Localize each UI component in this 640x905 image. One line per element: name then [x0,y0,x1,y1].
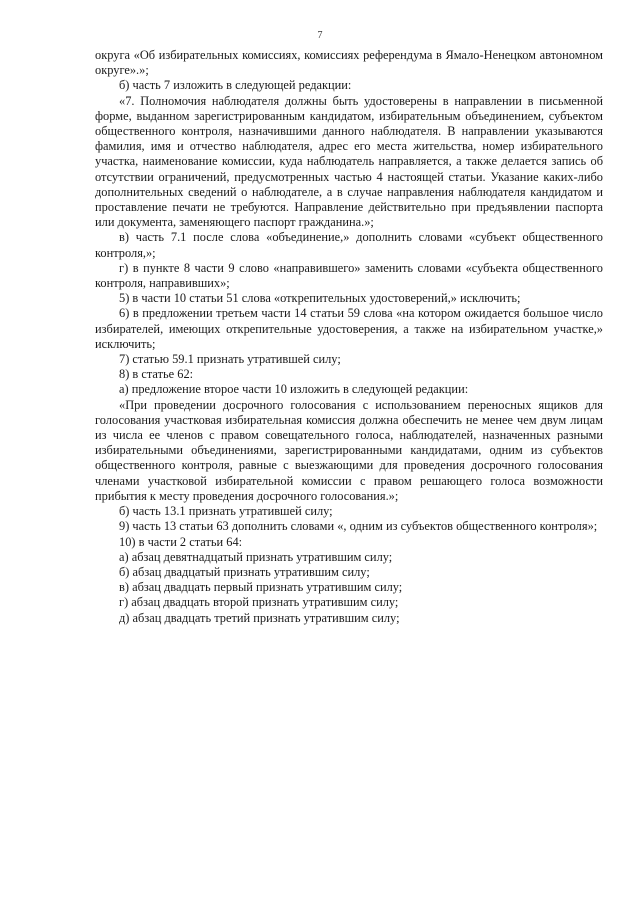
document-paragraph: а) предложение второе части 10 изложить в следующей редакции: [119,382,469,397]
document-paragraph: 5) в части 10 статьи 51 слова «открепительных удостоверений,» исключить; [119,291,521,306]
document-paragraph: 6) в предложении третьем части 14 статьи 59 слова «на котором ожидается большое число избирателей, имеющих открепительные удостоверения, а также на избирательном участке,» исключить; [95,306,603,351]
document-paragraph: б) часть 13.1 признать утратившей силу; [119,504,333,519]
document-body [95,48,603,626]
document-paragraph: б) абзац двадцатый признать утратившим силу; [119,564,370,579]
document-paragraph: в) абзац двадцать первый признать утратившим силу; [119,580,403,595]
document-paragraph: 7) статью 59.1 признать утратившей силу; [119,352,341,367]
page-number: 7 [317,30,323,41]
document-paragraph: г) абзац двадцать второй признать утратившим силу; [119,595,399,610]
document-paragraph: 8) в статье 62: [119,367,194,382]
document-paragraph: 9) часть 13 статьи 63 дополнить словами «, одним из субъектов общественного контроля»; [119,519,598,534]
document-paragraph: г) в пункте 8 части 9 слово «направившего» заменить словами «субъекта общественного контроля, направивших»; [95,260,603,291]
document-paragraph: а) абзац девятнадцатый признать утратившим силу; [119,549,393,564]
document-paragraph: округа «Об избирательных комиссиях, комиссиях референдума в Ямало-Ненецком автономном округе».»; [95,48,603,78]
document-paragraph: д) абзац двадцать третий признать утратившим силу; [119,610,400,625]
document-paragraph: «7. Полномочия наблюдателя должны быть удостоверены в направлении в письменной форме, выданном зарегистрированным кандидатом, избирательным объединением, субъектом общественного контроля, назначившими данного наблюдателя. В направлении указываются фамилия, имя и отчество наблюдателя, адрес его места жительства, номер избирательного участка, наименование комиссии, куда наблюдатель направляется, а также делается запись об отсутствии ограничений, предусмотренных частью 4 настоящей статьи. Указание каких-либо дополнительных сведений о наблюдателе, а в случае направления наблюдателя кандидатом и проставление печати не требуются. Направление действительно при предъявлении паспорта или документа, заменяющего паспорт гражданина.»; [95,93,603,230]
document-paragraph: б) часть 7 изложить в следующей редакции: [119,78,352,93]
document-paragraph: 10) в части 2 статьи 64: [119,534,243,549]
document-paragraph: в) часть 7.1 после слова «объединение,» дополнить словами «субъект общественного контроля,»; [95,230,603,260]
document-paragraph: «При проведении досрочного голосования с использованием переносных ящиков для голосования участковая избирательная комиссия должна обеспечить не менее чем двум лицам из числа ее членов с правом совещательного голоса, наблюдателей, назначенных разными избирательными объединениями, зарегистрированными кандидатами, одним из субъектов общественного контроля, равные с выезжающими для проведения досрочного голосования членами участковой избирательной комиссии с правом решающего голоса возможности прибытия к месту проведения досрочного голосования.»; [95,397,603,503]
